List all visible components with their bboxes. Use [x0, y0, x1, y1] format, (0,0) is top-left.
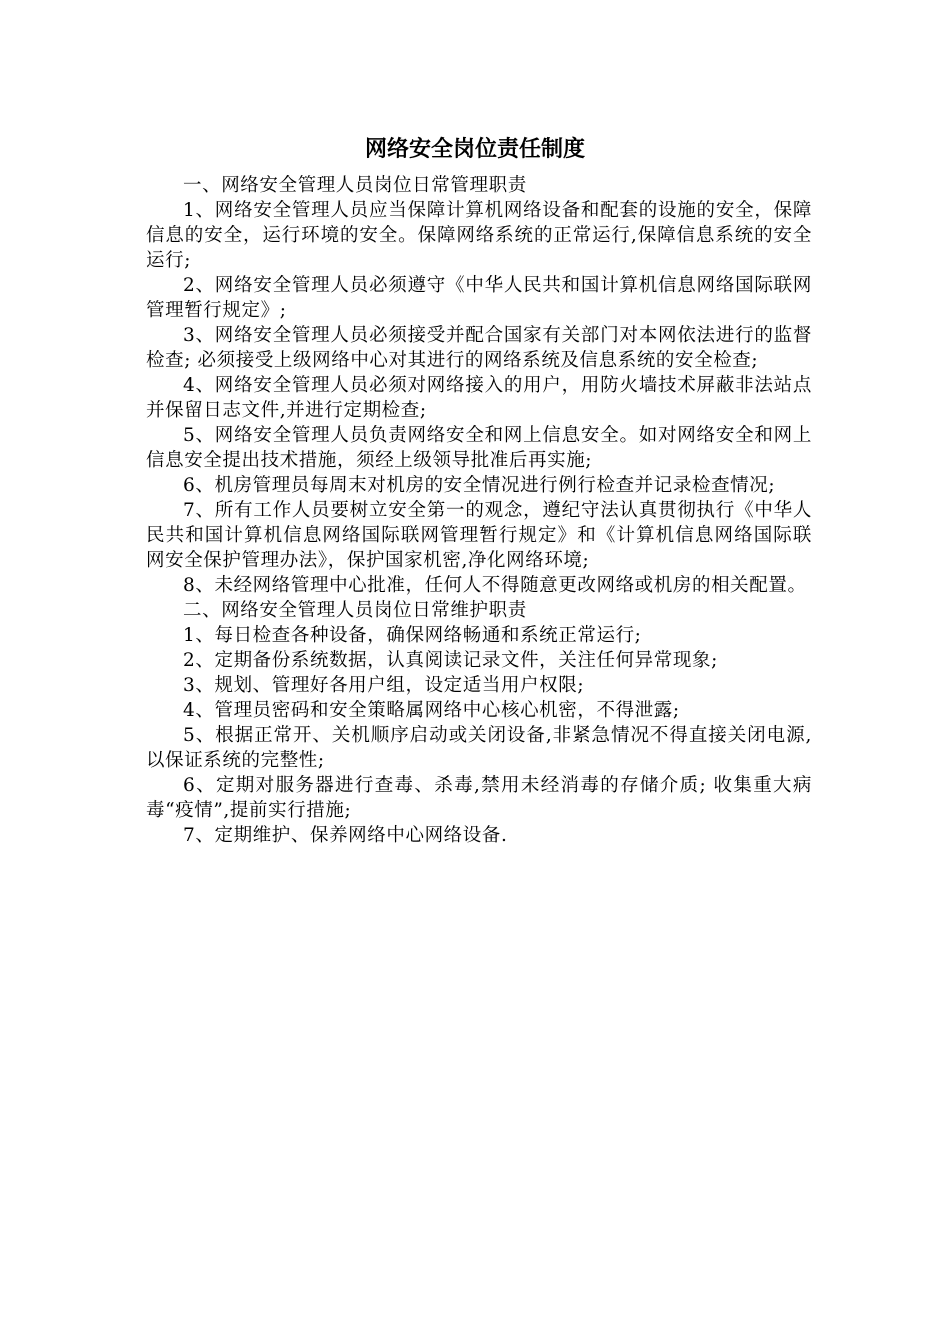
paragraph: 4、网络安全管理人员必须对网络接入的用户，用防火墙技术屏蔽非法站点并保留日志文件,并进行定期检查;	[146, 375, 812, 421]
paragraph: 5、网络安全管理人员负责网络安全和网上信息安全。如对网络安全和网上信息安全提出技术措施，须经上级领导批准后再实施;	[146, 425, 812, 471]
paragraph: 2、定期备份系统数据，认真阅读记录文件，关注任何异常现象;	[183, 650, 718, 671]
paragraph: 1、网络安全管理人员应当保障计算机网络设备和配套的设施的安全，保障信息的安全，运行环境的安全。保障网络系统的正常运行,保障信息系统的安全运行;	[146, 200, 812, 271]
paragraph: 7、所有工作人员要树立安全第一的观念，遵纪守法认真贯彻执行《中华人民共和国计算机信息网络国际联网管理暂行规定》和《计算机信息网络国际联网安全保护管理办法》，保护国家机密,净化网络环境;	[146, 500, 812, 571]
paragraph: 5、根据正常开、关机顺序启动或关闭设备,非紧急情况不得直接关闭电源,以保证系统的完整性;	[146, 725, 812, 771]
paragraph: 8、未经网络管理中心批准，任何人不得随意更改网络或机房的相关配置。	[183, 575, 807, 596]
paragraph: 6、定期对服务器进行查毒、杀毒,禁用未经消毒的存储介质; 收集重大病毒“疫情”,提前实行措施;	[146, 775, 812, 821]
document-body	[146, 173, 812, 848]
paragraph: 1、每日检查各种设备，确保网络畅通和系统正常运行;	[183, 625, 642, 646]
paragraph: 6、机房管理员每周末对机房的安全情况进行例行检查并记录检查情况;	[183, 475, 776, 496]
section-heading-2: 二、网络安全管理人员岗位日常维护职责	[183, 600, 527, 621]
paragraph: 4、管理员密码和安全策略属网络中心核心机密，不得泄露;	[183, 700, 680, 721]
document-title: 网络安全岗位责任制度	[364, 137, 585, 162]
paragraph: 2、网络安全管理人员必须遵守《中华人民共和国计算机信息网络国际联网管理暂行规定》;	[146, 275, 812, 321]
section-heading-1: 一、网络安全管理人员岗位日常管理职责	[183, 175, 527, 196]
paragraph: 3、规划、管理好各用户组，设定适当用户权限;	[183, 675, 585, 696]
paragraph: 3、网络安全管理人员必须接受并配合国家有关部门对本网依法进行的监督检查; 必须接受上级网络中心对其进行的网络系统及信息系统的安全检查;	[146, 325, 812, 371]
paragraph: 7、定期维护、保养网络中心网络设备.	[183, 825, 508, 846]
